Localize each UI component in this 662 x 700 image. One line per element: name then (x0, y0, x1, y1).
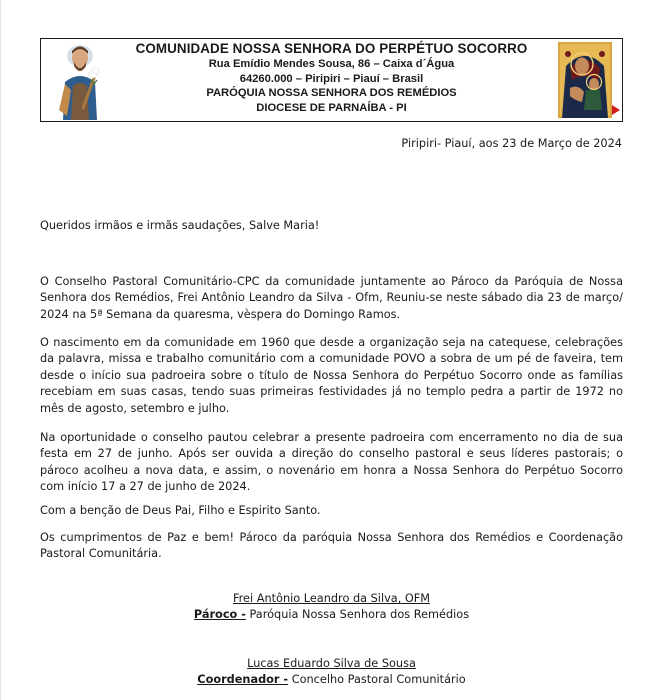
community-title: COMUNIDADE NOSSA SENHORA DO PERPÉTUO SOCORRO (135, 41, 528, 56)
signature-role-title: Pároco - (193, 608, 246, 622)
signature-role-desc: Paróquia Nossa Senhora dos Remédios (245, 608, 470, 622)
signature-name: Frei Antônio Leandro da Silva, OFM (232, 592, 431, 605)
letterhead (40, 38, 623, 122)
red-arrow-icon (612, 105, 620, 115)
paragraph-3: Na oportunidade o conselho pautou celebrar a presente padroeira com encerramento no dia de sua festa em 27 de junho. Após ser ouvida a direção do conselho pastoral e seus líderes pastorais; o pároco acolheu a nova data, e assim, o novenário em honra a Nossa Senhora do Perpétuo Socorro com início 17 a 27 de junho de 2024. (40, 431, 623, 494)
signature-name: Lucas Eduardo Silva de Sousa (247, 657, 416, 670)
diocese-line: DIOCESE DE PARNAÍBA - PI (256, 101, 407, 114)
signature-role-title: Coordenador - (197, 673, 289, 687)
address-line: Rua Emídio Mendes Sousa, 86 – Caixa d´Água (208, 58, 455, 70)
signature-role (40, 672, 623, 688)
our-lady-perpetual-help-icon-image (556, 40, 614, 120)
greeting: Queridos irmãos e irmãs saudações, Salve Maria! (40, 219, 320, 232)
paragraph-2: O nascimento em da comunidade em 1960 que desde a organização seja na catequese, celebrações da palavra, missa e trabalho comunitário com a comunidade POVO a sobra de um pé de faveira, tem desde o início sua padroeira sobre o título de Nossa Senhora do Perpétuo Socorro onde as famílias recebiam em suas casas, tendo suas primeiras festividades já no templo pedra a partir de 1972 no mês de agosto, setembro e julho. (40, 336, 623, 415)
date-line: Piripiri- Piauí, aos 23 de Março de 2024 (401, 137, 622, 150)
signature-role-desc: Concelho Pastoral Comunitário (288, 673, 466, 687)
parish-line: PARÓQUIA NOSSA SENHORA DOS REMÉDIOS (206, 87, 457, 99)
signature-coordinator (40, 656, 623, 689)
letterhead-text (121, 41, 542, 115)
signature-role (40, 607, 623, 623)
paragraph-1: O Conselho Pastoral Comunitário-CPC da comunidade juntamente ao Pároco da Paróquia de Nossa Senhora dos Remédios, Frei Antônio Leandro da Silva - Ofm, Reuniu-se neste sábado dia 23 de março/ 2024 na 5ª Semana da quaresma, vèspera do Domingo Ramos. (40, 275, 623, 321)
signature-priest (40, 591, 623, 624)
paragraph-4: Com a benção de Deus Pai, Filho e Espirito Santo. (40, 504, 321, 517)
saint-joseph-image (51, 40, 109, 120)
paragraph-5: Os cumprimentos de Paz e bem! Pároco da paróquia Nossa Senhora dos Remédios e Coordenação Pastoral Comunitária. (40, 531, 623, 561)
city-line: 64260.000 – Piripiri – Piauí – Brasil (239, 72, 424, 85)
